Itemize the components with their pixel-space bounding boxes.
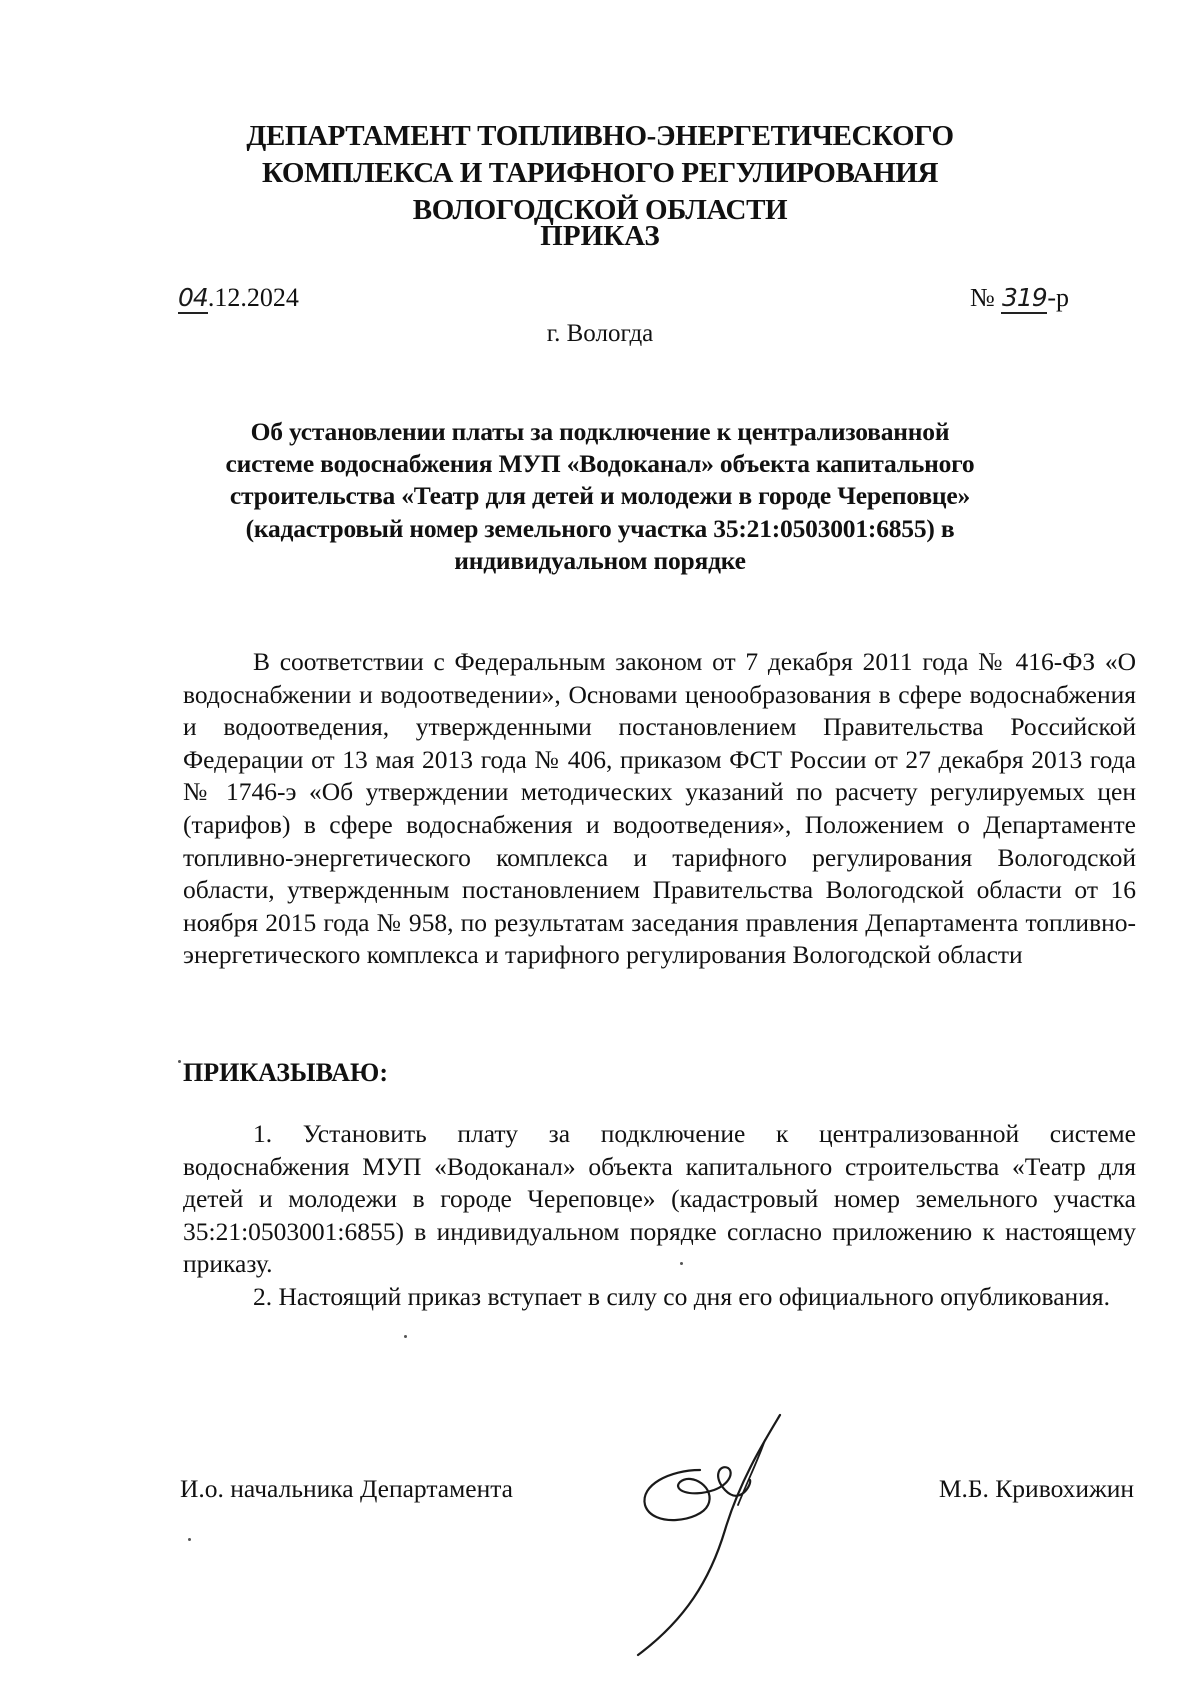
- date-rest: .12.2024: [207, 283, 299, 312]
- preamble: [183, 646, 1136, 972]
- order-items: [183, 1118, 1136, 1314]
- signatory-role: И.о. начальника Департамента: [180, 1474, 513, 1503]
- order-city: г. Вологда: [546, 320, 654, 347]
- preamble-paragraph: В соответствии с Федеральным законом от 7 декабря 2011 года № 416-ФЗ «О водоснабжении и водоотведении», Основами ценообразования в сфере водоснабжения и водоотведения, утвержденными постановлением Правительства Российской Федерации от 13 мая 2013 года № 406, приказом ФСТ России от 27 декабря 2013 года № 1746-э «Об утверждении методических указаний по расчету регулируемых цен (тарифов) в сфере водоснабжения и водоотведения», Положением о Департаменте топливно-энергетического комплекса и тарифного регулирования Вологодской области, утвержденным постановлением Правительства Вологодской области от 16 ноября 2015 года № 958, по результатам заседания правления Департамента топливно-энергетического комплекса и тарифного регулирования Вологодской области: [183, 647, 1136, 970]
- order-subject: Об установлении платы за подключение к централизованной системе водоснабжения МУП «Водоканал» объекта капитального строительства «Театр для детей и молодежи в городе Череповце» (кадастровый номер земельного участка 35:21:0503001:6855) в индивидуальном порядке: [225, 417, 975, 575]
- handwritten-day: 04: [178, 283, 208, 312]
- order-number: [970, 282, 1069, 314]
- order-word: ПРИКАЗЫВАЮ:: [183, 1058, 388, 1087]
- order-title: ПРИКАЗ: [540, 220, 660, 252]
- order-item-1: 1. Установить плату за подключение к централизованной системе водоснабжения МУП «Водоканал» объекта капитального строительства «Театр для детей и молодежи в городе Череповце» (кадастровый номер земельного участка 35:21:0503001:6855) в индивидуальном порядке согласно приложению к настоящему приказу.: [183, 1119, 1136, 1279]
- scan-speck: [178, 1060, 181, 1063]
- order-item-2: 2. Настоящий приказ вступает в силу со дня его официального опубликования.: [253, 1281, 1110, 1311]
- signature-mark: [630, 1410, 810, 1660]
- scan-speck: [680, 1262, 683, 1265]
- number-suffix: -р: [1047, 283, 1069, 312]
- scan-speck: [188, 1538, 191, 1541]
- order-date: [178, 282, 299, 314]
- number-prefix: №: [970, 283, 995, 312]
- department-heading: ДЕПАРТАМЕНТ ТОПЛИВНО-ЭНЕРГЕТИЧЕСКОГО КОМПЛЕКСА И ТАРИФНОГО РЕГУЛИРОВАНИЯ ВОЛОГОДСКОЙ ОБЛАСТИ: [246, 120, 954, 226]
- scan-speck: [404, 1335, 407, 1338]
- signatory-name: М.Б. Кривохижин: [938, 1474, 1134, 1503]
- handwritten-number: 319: [1001, 283, 1047, 312]
